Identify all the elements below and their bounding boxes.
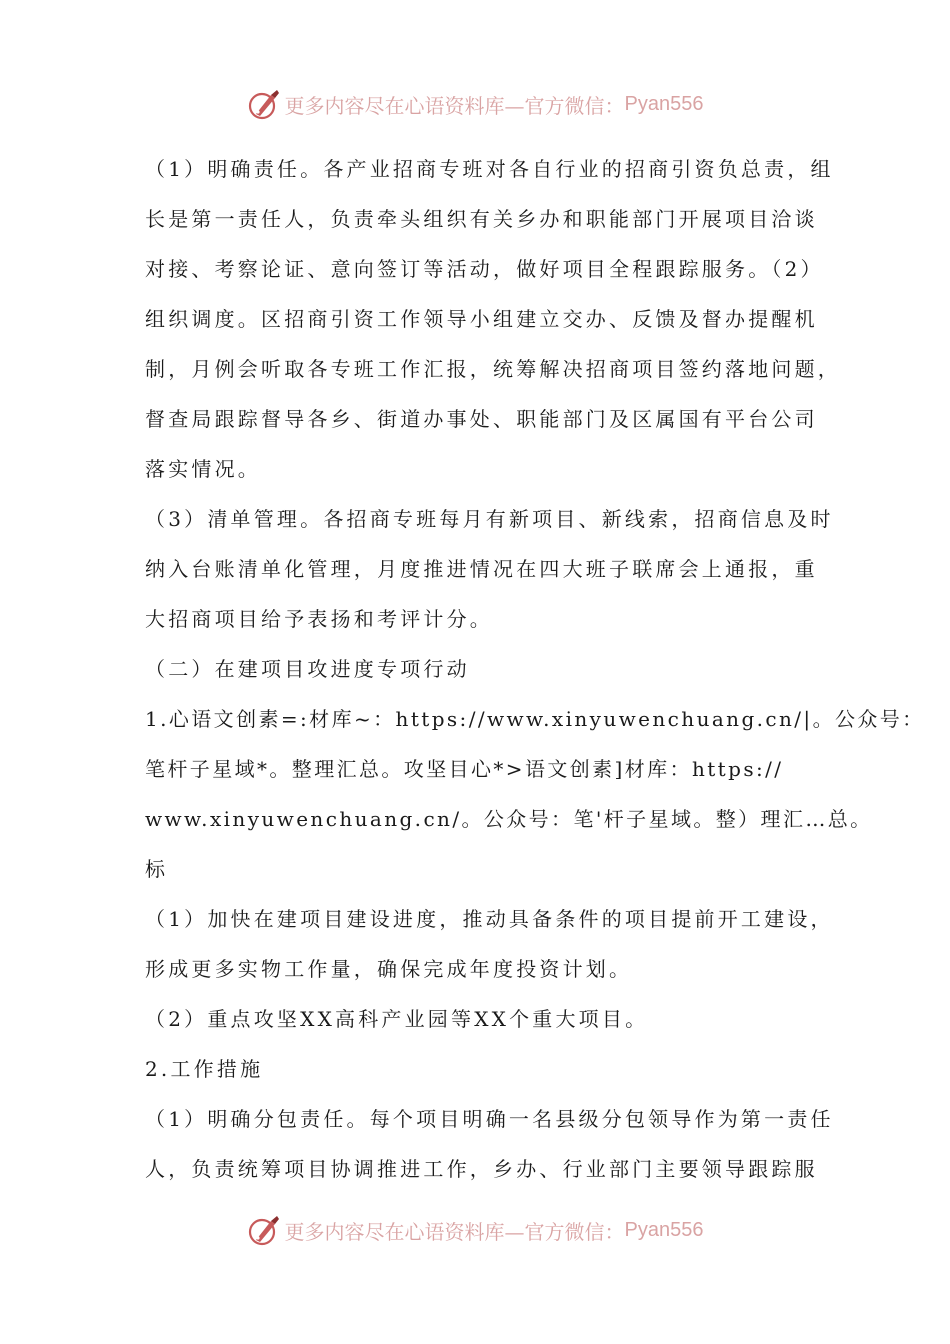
paragraph-line: 对接、考察论证、意向签订等活动，做好项目全程跟踪服务。（2）	[145, 257, 824, 281]
paragraph-line: （3）清单管理。各招商专班每月有新项目、新线索，招商信息及时	[145, 507, 834, 531]
paragraph-line: （1）明确分包责任。每个项目明确一名县级分包领导作为第一责任	[145, 1107, 834, 1131]
paragraph-line: 笔杆子星域*。整理汇总。攻坚目心*>语文创素]材库：https://	[145, 757, 784, 781]
banner-text: 更多内容尽在心语资料库—官方微信：	[284, 93, 625, 118]
paragraph-line: 人，负责统筹项目协调推进工作，乡办、行业部门主要领导跟踪服	[145, 1157, 818, 1181]
banner-wechat-id: Pyan556	[624, 1218, 704, 1241]
section-heading: 2.工作措施	[145, 1057, 264, 1081]
paragraph-line: 纳入台账清单化管理，月度推进情况在四大班子联席会上通报，重	[145, 557, 818, 581]
paragraph-line: 标	[145, 857, 169, 881]
paragraph-line: 组织调度。区招商引资工作领导小组建立交办、反馈及督办提醒机	[145, 307, 818, 331]
footer-watermark-banner	[0, 1210, 950, 1250]
pen-nib-logo-icon	[247, 1213, 281, 1247]
header-watermark-banner	[0, 84, 950, 124]
section-heading: （二）在建项目攻进度专项行动	[145, 657, 470, 681]
paragraph-line: 形成更多实物工作量，确保完成年度投资计划。	[145, 957, 633, 981]
paragraph-line: 督查局跟踪督导各乡、街道办事处、职能部门及区属国有平台公司	[145, 407, 818, 431]
paragraph-line: 制，月例会听取各专班工作汇报，统筹解决招商项目签约落地问题，	[145, 357, 841, 381]
paragraph-line: 大招商项目给予表扬和考评计分。	[145, 607, 493, 631]
paragraph-line: （1）明确责任。各产业招商专班对各自行业的招商引资负总责，组	[145, 157, 834, 181]
document-body	[145, 144, 925, 1194]
banner-text: 更多内容尽在心语资料库—官方微信：	[284, 1219, 625, 1244]
paragraph-line: （1）加快在建项目建设进度，推动具备条件的项目提前开工建设，	[145, 907, 834, 931]
paragraph-line: 落实情况。	[145, 457, 261, 481]
paragraph-line: （2）重点攻坚XX高科产业园等XX个重大项目。	[145, 1007, 649, 1031]
paragraph-line: 1.心语文创素=:材库~：https://www.xinyuwenchuang.cn/|。公众号：	[145, 707, 925, 731]
paragraph-line: 长是第一责任人，负责牵头组织有关乡办和职能部门开展项目洽谈	[145, 207, 818, 231]
paragraph-line: www.xinyuwenchuang.cn/。公众号：笔'杆子星域。整）理汇…总。	[145, 807, 873, 831]
banner-wechat-id: Pyan556	[624, 92, 704, 115]
pen-nib-logo-icon	[247, 87, 281, 121]
